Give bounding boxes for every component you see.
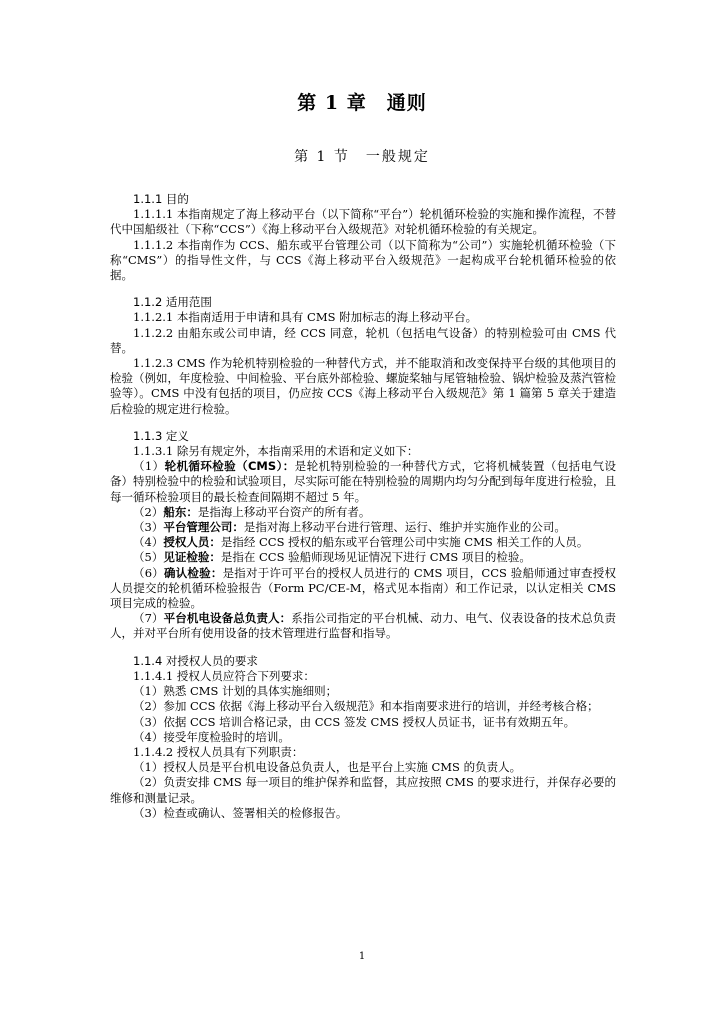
requirement-item: （2）参加 CCS 依据《海上移动平台入级规范》和本指南要求进行的培训，并经考核合格； xyxy=(133,699,599,714)
definition-item: （1）轮机循环检验（CMS）：是轮机特别检验的一种替代方式，它将机械装置（包括电气设备）特别检验中的检验和试验项目，尽实际可能在特别检验的周期内均匀分配到每年度进行检验，且每一循环检验项目的最长检查间隔期不超过 5 年。 xyxy=(110,459,617,504)
chapter-title: 第 1 章 通则 xyxy=(297,92,427,114)
requirement-item: （3）依据 CCS 培训合格记录，由 CCS 签发 CMS 授权人员证书，证书有效期五年。 xyxy=(133,714,576,729)
paragraph-1-1-3-1: 1.1.3.1 除另有规定外，本指南采用的术语和定义如下： xyxy=(133,444,419,459)
definition-item: （5）见证检验：是指在 CCS 验船师现场见证情况下进行 CMS 项目的检验。 xyxy=(133,550,531,565)
definition-term: 授权人员： xyxy=(163,535,221,550)
paragraph-1-1-2-2: 1.1.2.2 由船东或公司申请，经 CCS 同意，轮机（包括电气设备）的特别检验可由 CMS 代替。 xyxy=(110,325,616,355)
definition-term: 平台机电设备总负责人： xyxy=(163,611,292,626)
heading-1-1-1: 1.1.1 目的 xyxy=(133,192,189,206)
definition-term: 平台管理公司： xyxy=(163,520,244,535)
definition-item: （6）确认检验：是指对于许可平台的授权人员进行的 CMS 项目，CCS 验船师通过审查授权人员提交的轮机循环检验报告（Form PC/CE-M，格式见本指南）和工作记录，以认定相关 CMS 项目完成的检验。 xyxy=(110,565,616,611)
definition-term: 船东： xyxy=(163,504,198,519)
paragraph-1-1-4-1: 1.1.4.1 授权人员应符合下列要求： xyxy=(133,668,315,683)
definition-item: （3）平台管理公司：是指对海上移动平台进行管理、运行、维护并实施作业的公司。 xyxy=(133,520,566,535)
heading-1-1-4: 1.1.4 对授权人员的要求 xyxy=(133,653,258,668)
heading-1-1-2: 1.1.2 适用范围 xyxy=(133,295,212,310)
definition-term: 轮机循环检验（CMS）： xyxy=(164,459,295,474)
requirement-item: （1）熟悉 CMS 计划的具体实施细则； xyxy=(133,684,338,699)
definition-item: （4）授权人员：是指经 CCS 授权的船东或平台管理公司中实施 CMS 相关工作的人员。 xyxy=(133,535,589,550)
paragraph-1-1-4-2: 1.1.4.2 授权人员具有下列职责： xyxy=(133,744,304,759)
paragraph-1-1-1-1: 1.1.1.1 本指南规定了海上移动平台（以下简称“平台”）轮机循环检验的实施和操作流程，不替代中国船级社（下称“CCS”）《海上移动平台入级规范》对轮机循环检验的有关规定。 xyxy=(110,207,616,237)
definition-term: 见证检验： xyxy=(163,550,221,565)
duty-item: （1）授权人员是平台机电设备总负责人，也是平台上实施 CMS 的负责人。 xyxy=(133,760,522,775)
requirement-item: （4）接受年度检验时的培训。 xyxy=(133,729,290,744)
document-body xyxy=(110,192,616,821)
section-title: 第 1 节 一般规定 xyxy=(294,149,430,165)
duty-item: （3）检查或确认、签署相关的检修报告。 xyxy=(133,805,348,820)
definition-term: 确认检验： xyxy=(163,565,223,580)
paragraph-1-1-2-3: 1.1.2.3 CMS 作为轮机特别检验的一种替代方式，并不能取消和改变保持平台级的其他项目的检验（例如，年度检验、中间检验、平台底外部检验、螺旋桨轴与尾管轴检验、锅炉检验及蒸汽管检验等）。CMS 中没有包括的项目，仍应按 CCS《海上移动平台入级规范》第 1 篇第 5 章关于建造后检验的规定进行检验。 xyxy=(110,356,616,416)
page-number: 1 xyxy=(358,951,366,962)
paragraph-1-1-2-1: 1.1.2.1 本指南适用于申请和具有 CMS 附加标志的海上移动平台。 xyxy=(133,310,478,325)
heading-1-1-3: 1.1.3 定义 xyxy=(133,428,189,443)
definition-item: （2）船东：是指海上移动平台资产的所有者。 xyxy=(133,504,371,519)
duty-item: （2）负责安排 CMS 每一项目的维护保养和监督，其应按照 CMS 的要求进行，并保存必要的维修和测量记录。 xyxy=(110,775,616,805)
paragraph-1-1-1-2: 1.1.1.2 本指南作为 CCS、船东或平台管理公司（以下简称为“公司”）实施轮机循环检验（下称“CMS”）的指导性文件，与 CCS《海上移动平台入级规范》一起构成平台轮机循环检验的依据。 xyxy=(110,237,616,283)
definition-item: （7）平台机电设备总负责人：系指公司指定的平台机械、动力、电气、仪表设备的技术总负责人，并对平台所有使用设备的技术管理进行监督和指导。 xyxy=(110,611,616,641)
